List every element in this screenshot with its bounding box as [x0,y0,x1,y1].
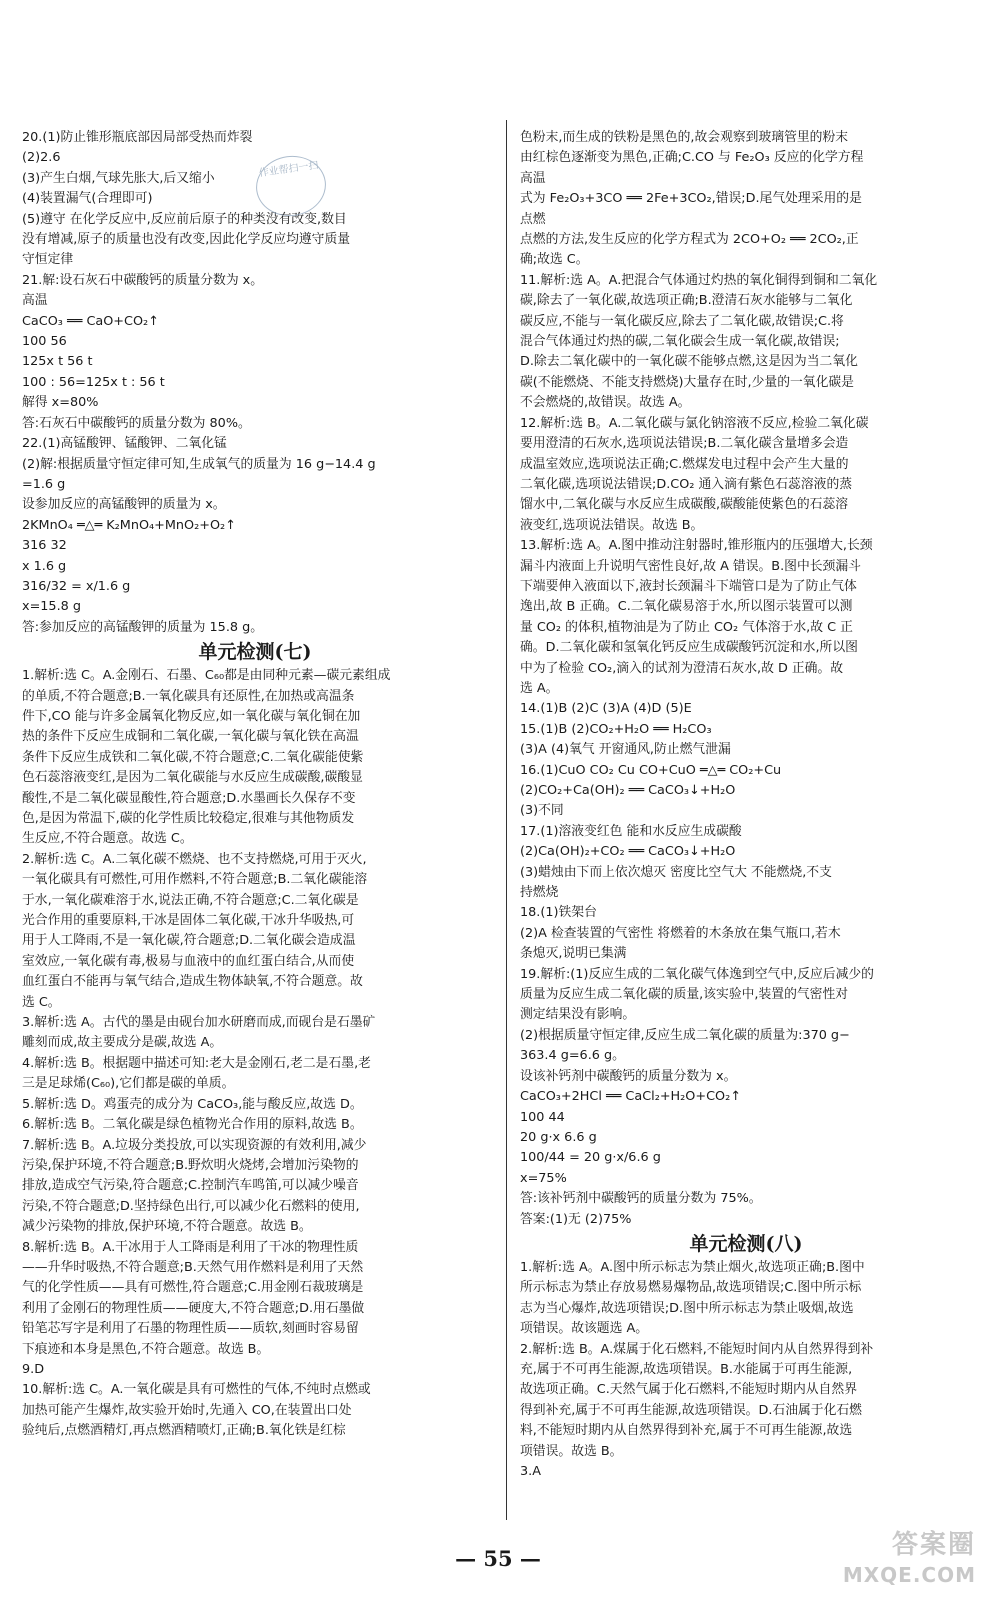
section-heading: 单元检测(八) [689,1232,803,1255]
text-line: 100/44 = 20 g·x/6.6 g [520,1150,661,1166]
text-line: 2KMnO₄ ═△═ K₂MnO₄+MnO₂+O₂↑ [22,517,236,533]
text-line: (2)CO₂+Ca(OH)₂ ══ CaCO₃↓+H₂O [520,783,736,798]
text-line: x 1.6 g [22,558,67,574]
text-line: 碳(不能燃烧、不能支持燃烧)大量存在时,少量的一氧化碳是 [520,374,854,390]
text-line: 设参加反应的高锰酸钾的质量为 x。 [22,497,226,513]
text-line: 设该补钙剂中碳酸钙的质量分数为 x。 [520,1068,737,1084]
text-line: 9.D [22,1361,45,1377]
text-line: 血红蛋白不能再与氧气结合,造成生物体缺氧,不符合题意。故 [22,974,363,990]
text-line: 项错误。故选 B。 [520,1443,623,1459]
text-line: x=15.8 g [22,599,81,615]
text-line: (2)A 检查装置的气密性 将燃着的木条放在集气瓶口,若木 [520,925,841,941]
text-line: 下痕迹和本身是黑色,不符合题意。故选 B。 [22,1341,270,1357]
text-line: 的单质,不符合题意;B.一氧化碳具有还原性,在加热或高温条 [22,688,355,704]
text-line: 316 32 [22,538,67,554]
text-line: 2.解析:选 C。A.二氧化碳不燃烧、也不支持燃烧,可用于灭火, [22,851,367,867]
text-line: D.除去二氧化碳中的一氧化碳不能够点燃,这是因为当二氧化 [520,354,858,370]
text-line: 生反应,不符合题意。故选 C。 [22,831,193,847]
text-line: CaCO₃ ══ CaO+CO₂↑ [22,313,159,329]
text-line: ——升华时吸热,不符合题意;B.天然气用作燃料是利用了天然 [22,1259,364,1275]
text-line: 5.解析:选 D。鸡蛋壳的成分为 CaCO₃,能与酸反应,故选 D。 [22,1096,363,1112]
text-line: (2)2.6 [22,150,61,166]
text-line: (3)产生白烟,气球先胀大,后又缩小 [22,170,215,186]
text-line: 志为当心爆炸,故选项错误;D.图中所示标志为禁止吸烟,故选 [520,1300,854,1316]
text-line: 色石蕊溶液变红,是因为二氧化碳能与水反应生成碳酸,碳酸显 [22,770,363,786]
text-line: 光合作用的重要原料,干冰是固体二氧化碳,干冰升华吸热,可 [22,913,355,929]
text-line: 室效应,一氧化碳有毒,极易与血液中的血红蛋白结合,从而使 [22,953,355,969]
text-line: 料,不能短时期内从自然界得到补充,属于不可再生能源,故选 [520,1423,853,1439]
text-line: 20 g·x 6.6 g [520,1129,597,1145]
text-line: 选 C。 [22,994,61,1010]
text-line: x=75% [520,1170,567,1186]
text-line: 馏水中,二氧化碳与水反应生成碳酸,碳酸能使紫色的石蕊溶 [520,497,849,513]
text-line: 所示标志为禁止存放易燃易爆物品,故选项错误;C.图中所示标 [520,1280,862,1296]
text-line: 污染,不符合题意;D.坚持绿色出行,可以减少化石燃料的使用, [22,1198,360,1214]
right-column [520,128,972,1482]
text-line: 污染,保护环境,不符合题意;B.野炊明火烧烤,会增加污染物的 [22,1157,359,1173]
text-line: 点燃的方法,发生反应的化学方程式为 2CO+O₂ ══ 2CO₂,正 [520,232,859,248]
text-line: 15.(1)B (2)CO₂+H₂O ══ H₂CO₃ [520,721,712,737]
text-line: 利用了金刚石的物理性质——硬度大,不符合题意;D.用石墨做 [22,1300,365,1316]
text-line: 守恒定律 [22,252,74,268]
text-line: 3.解析:选 A。古代的墨是由砚台加水研磨而成,而砚台是石墨矿 [22,1015,376,1031]
text-line: =1.6 g [22,476,66,492]
text-line: 16.(1)CuO CO₂ Cu CO+CuO ═△═ CO₂+Cu [520,762,782,778]
text-line: 色,是因为常温下,碳的化学性质比较稳定,很难与其他物质发 [22,811,355,826]
page-number: — 55 — [455,1546,541,1571]
text-line: 125x t 56 t [22,354,93,370]
text-line: 答:参加反应的高锰酸钾的质量为 15.8 g。 [22,619,264,635]
text-line: 3.A [520,1464,541,1479]
text-line: 确。D.二氧化碳和氢氧化钙反应生成碳酸钙沉淀和水,所以图 [520,640,858,656]
left-column [22,128,488,1442]
text-line: 8.解析:选 B。A.干冰用于人工降雨是利用了干冰的物理性质 [22,1239,359,1255]
text-line: 答:该补钙剂中碳酸钙的质量分数为 75%。 [520,1191,762,1207]
text-line: 二氧化碳,选项说法错误;D.CO₂ 通入滴有紫色石蕊溶液的蒸 [520,476,853,492]
text-line: 减少污染物的排放,保护环境,不符合题意。故选 B。 [22,1219,312,1235]
text-line: 气的化学性质——具有可燃性,符合题意;C.用金刚石裁玻璃是 [22,1280,364,1296]
text-line: 确;故选 C。 [520,252,589,268]
text-line: 逸出,故 B 正确。C.二氧化碳易溶于水,所以图示装置可以测 [520,599,853,615]
text-line: 要用澄清的石灰水,选项说法错误;B.二氧化碳含量增多会造 [520,436,849,452]
text-line: 得到补充,属于不可再生能源,故选项错误。D.石油属于化石燃 [520,1402,862,1418]
text-line: 碳反应,不能与一氧化碳反应,除去了二氧化碳,故错误;C.将 [520,313,844,329]
text-line: (2)Ca(OH)₂+CO₂ ══ CaCO₃↓+H₂O [520,844,736,860]
text-line: 式为 Fe₂O₃+3CO ══ 2Fe+3CO₂,错误;D.尾气处理采用的是 [520,191,862,207]
text-line: 铅笔芯写字是利用了石墨的物理性质——质软,刻画时容易留 [22,1321,359,1337]
text-line: 答案:(1)无 (2)75% [520,1211,632,1227]
text-line: 质量为反应生成二氧化碳的质量,该实验中,装置的气密性对 [520,987,849,1003]
page-number-value: 55 [483,1546,513,1571]
text-line: 高温 [520,170,546,186]
text-line: 100 44 [520,1109,565,1125]
text-line: 13.解析:选 A。A.图中推动注射器时,锥形瓶内的压强增大,长颈 [520,538,873,554]
text-line: 选 A。 [520,680,559,696]
text-line: 2.解析:选 B。A.煤属于化石燃料,不能短时间内从自然界得到补 [520,1341,874,1357]
text-line: 排放,造成空气污染,符合题意;C.控制汽车鸣笛,可以减少噪音 [22,1178,359,1194]
watermark-logo [816,1530,976,1596]
text-line: 解得 x=80% [22,395,99,411]
text-line: 碳,除去了一氧化碳,故选项正确;B.澄清石灰水能够与二氧化 [520,293,853,309]
column-divider [506,120,507,1520]
text-line: 21.解:设石灰石中碳酸钙的质量分数为 x。 [22,272,264,288]
text-line: CaCO₃+2HCl ══ CaCl₂+H₂O+CO₂↑ [520,1089,741,1105]
text-line: 12.解析:选 B。A.二氧化碳与氯化钠溶液不反应,检验二氧化碳 [520,415,869,431]
text-line: 100 : 56=125x t : 56 t [22,374,165,390]
text-line: 10.解析:选 C。A.一氧化碳是具有可燃性的气体,不纯时点燃或 [22,1382,371,1398]
text-line: 条件下反应生成铁和二氧化碳,不符合题意;C.二氧化碳能使紫 [22,749,364,765]
text-line: 6.解析:选 B。二氧化碳是绿色植物光合作用的原料,故选 B。 [22,1117,363,1133]
text-line: 用于人工降雨,不是一氧化碳,符合题意;D.二氧化碳会造成温 [22,933,356,949]
text-line: 1.解析:选 C。A.金刚石、石墨、C₆₀都是由同种元素—碳元素组成 [22,668,391,684]
text-line: 测定结果没有影响。 [520,1007,636,1023]
text-line: 点燃 [520,211,546,227]
text-line: 酸性,不是二氧化碳显酸性,符合题意;D.水墨画长久保存不变 [22,790,356,806]
section-heading: 单元检测(七) [198,641,312,664]
text-line: (2)解:根据质量守恒定律可知,生成氧气的质量为 16 g−14.4 g [22,456,376,472]
homework-stamp: 作业帮扫一扫 [252,151,330,220]
text-line: 答:石灰石中碳酸钙的质量分数为 80%。 [22,415,251,431]
text-line: 363.4 g=6.6 g。 [520,1048,625,1064]
text-line: 22.(1)高锰酸钾、锰酸钾、二氧化锰 [22,436,227,452]
text-line: 1.解析:选 A。A.图中所示标志为禁止烟火,故选项正确;B.图中 [520,1259,865,1275]
text-line: 验纯后,点燃酒精灯,再点燃酒精喷灯,正确;B.氧化铁是红棕 [22,1423,346,1439]
text-line: 项错误。故该题选 A。 [520,1321,648,1337]
text-line: 下端要伸入液面以下,液封长颈漏斗下端管口是为了防止气体 [520,578,857,594]
text-line: 一氧化碳具有可燃性,可用作燃料,不符合题意;B.二氧化碳能溶 [22,872,368,888]
text-line: 14.(1)B (2)C (3)A (4)D (5)E [520,701,692,717]
text-line: 雕刻而成,故主要成分是碳,故选 A。 [22,1035,223,1051]
text-line: 11.解析:选 A。A.把混合气体通过灼热的氧化铜得到铜和二氧化 [520,272,878,288]
text-line: 由红棕色逐渐变为黑色,正确;C.CO 与 Fe₂O₃ 反应的化学方程 [520,150,864,166]
text-line: (3)不同 [520,803,564,819]
text-line: 316/32 = x/1.6 g [22,578,131,594]
text-line: (3)蜡烛由下而上依次熄灭 密度比空气大 不能燃烧,不支 [520,864,832,880]
text-line: 4.解析:选 B。根据题中描述可知:老大是金刚石,老二是石墨,老 [22,1055,371,1071]
text-line: 充,属于不可再生能源,故选项错误。B.水能属于可再生能源, [520,1361,853,1377]
text-line: (5)遵守 在化学反应中,反应前后原子的种类没有改变,数目 [22,211,347,227]
text-line: 没有增减,原子的质量也没有改变,因此化学反应均遵守质量 [22,232,351,248]
text-line: 液变红,选项说法错误。故选 B。 [520,517,704,533]
text-line: 混合气体通过灼热的碳,二氧化碳会生成一氧化碳,故错误; [520,334,840,350]
text-line: 19.解析:(1)反应生成的二氧化碳气体逸到空气中,反应后减少的 [520,966,874,982]
text-line: 20.(1)防止锥形瓶底部因局部受热而炸裂 [22,130,253,145]
text-line: 7.解析:选 B。A.垃圾分类投放,可以实现资源的有效利用,减少 [22,1137,367,1153]
text-line: 18.(1)铁架台 [520,905,597,921]
watermark-chars: 答案圈 [891,1530,976,1560]
text-line: 不会燃烧的,故错误。故选 A。 [520,395,691,411]
text-line: 故选项正确。C.天然气属于化石燃料,不能短时期内从自然界 [520,1382,857,1398]
text-line: 量 CO₂ 的体积,植物油是为了防止 CO₂ 气体溶于水,故 C 正 [520,619,853,635]
text-line: 热的条件下反应生成铜和二氧化碳,一氧化碳与氧化铁在高温 [22,729,359,745]
text-line: 成温室效应,选项说法正确;C.燃煤发电过程中会产生大量的 [520,456,849,472]
text-line: 17.(1)溶液变红色 能和水反应生成碳酸 [520,823,742,839]
text-line: 条熄灭,说明已集满 [520,946,627,962]
text-line: 件下,CO 能与许多金属氧化物反应,如一氧化碳与氧化铜在加 [22,708,361,724]
text-line: (4)装置漏气(合理即可) [22,191,153,207]
text-line: (2)根据质量守恒定律,反应生成二氧化碳的质量为:370 g− [520,1027,850,1043]
text-line: 高温 [22,293,48,309]
text-line: 色粉末,而生成的铁粉是黑色的,故会观察到玻璃管里的粉末 [520,130,849,145]
text-line: 中为了检验 CO₂,滴入的试剂为澄清石灰水,故 D 正确。故 [520,660,844,676]
text-line: 漏斗内液面上升说明气密性良好,故 A 错误。B.图中长颈漏斗 [520,558,861,574]
text-line: 于水,一氧化碳难溶于水,说法正确,不符合题意;C.二氧化碳是 [22,892,359,908]
text-line: 100 56 [22,334,67,350]
text-line: (3)A (4)氧气 开窗通风,防止燃气泄漏 [520,742,731,758]
text-line: 三是足球烯(C₆₀),它们都是碳的单质。 [22,1076,235,1092]
text-line: 持燃烧 [520,885,559,901]
text-line: 加热可能产生爆炸,故实验开始时,先通入 CO,在装置出口处 [22,1402,352,1418]
watermark-site: MXQE.COM [842,1563,976,1587]
